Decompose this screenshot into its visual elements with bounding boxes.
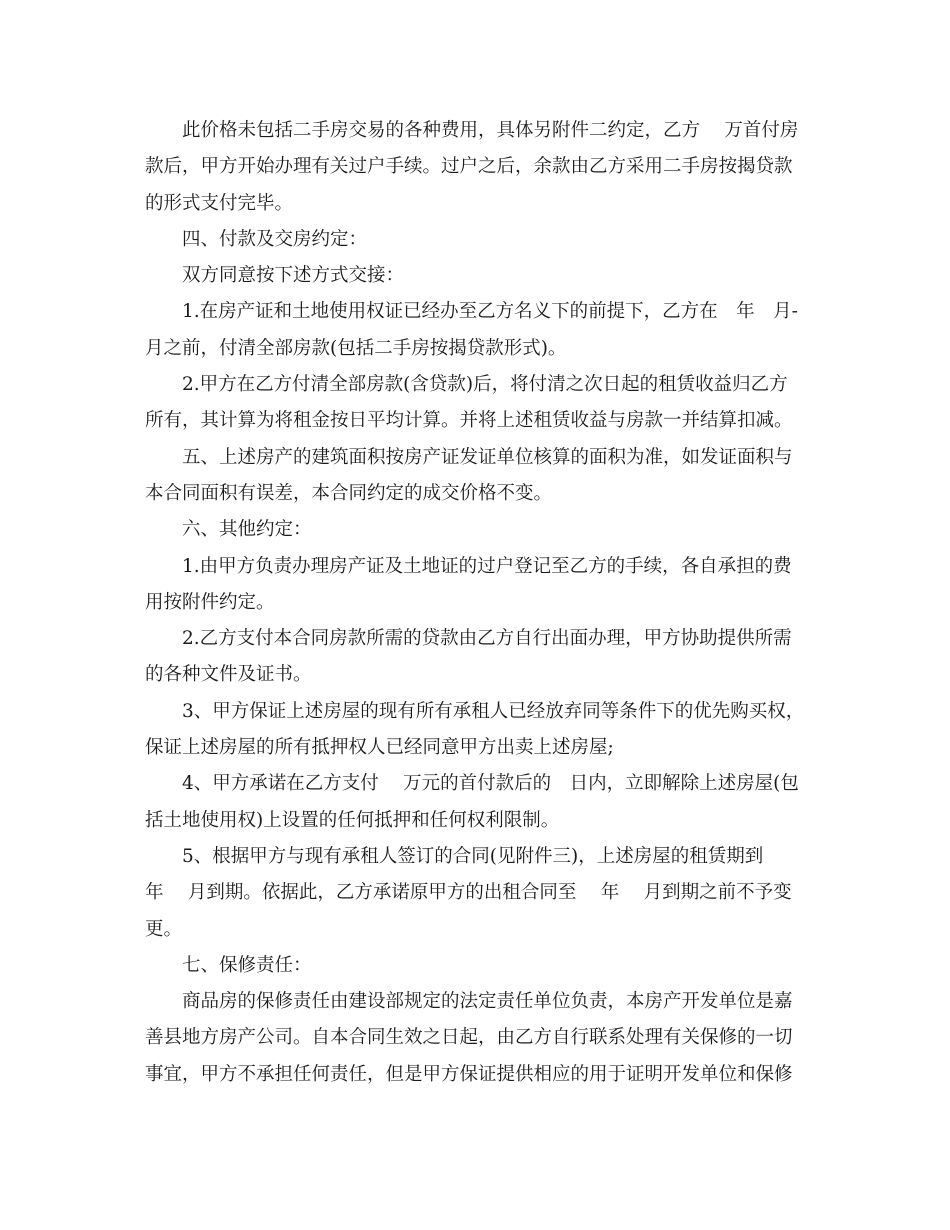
text-line: 善县地方房产公司。自本合同生效之日起，由乙方自行联系处理有关保修的一切	[145, 1027, 793, 1049]
text-line: 更。	[145, 918, 183, 940]
section-heading-warranty: 七、保修责任：	[182, 954, 312, 976]
section-heading-payment: 四、付款及交房约定：	[182, 228, 368, 250]
text-line: 的形式支付完毕。	[145, 192, 294, 214]
text-line: 用按附件约定。	[145, 591, 275, 613]
text-line: 事宜，甲方不承担任何责任，但是甲方保证提供相应的用于证明开发单位和保修	[145, 1063, 793, 1085]
text-line: 5、根据甲方与现有承租人签订的合同(见附件三)，上述房屋的租赁期到	[182, 845, 764, 867]
text-line: 本合同面积有误差，本合同约定的成交价格不变。	[145, 482, 553, 504]
text-line: 年 月到期。依据此，乙方承诺原甲方的出租合同至 年 月到期之前不予变	[145, 882, 792, 904]
document-body	[145, 113, 805, 1093]
text-line: 3、甲方保证上述房屋的现有所有承租人已经放弃同等条件下的优先购买权，	[182, 700, 805, 722]
section-heading-area: 五、上述房产的建筑面积按房产证发证单位核算的面积为准，如发证面积与	[182, 446, 793, 468]
text-line: 款后，甲方开始办理有关过户手续。过户之后，余款由乙方采用二手房按揭贷款	[145, 156, 793, 178]
section-heading-other: 六、其他约定：	[182, 519, 312, 541]
text-line: 月之前，付清全部房款(包括二手房按揭贷款形式)。	[145, 337, 567, 359]
text-line: 保证上述房屋的所有抵押权人已经同意甲方出卖上述房屋;	[145, 737, 614, 759]
text-line: 4、甲方承诺在乙方支付 万元的首付款后的 日内，立即解除上述房屋(包	[182, 773, 799, 795]
text-line: 商品房的保修责任由建设部规定的法定责任单位负责，本房产开发单位是嘉	[182, 991, 793, 1013]
text-line: 的各种文件及证书。	[145, 664, 312, 686]
text-line: 2.乙方支付本合同房款所需的贷款由乙方自行出面办理，甲方协助提供所需	[182, 628, 792, 650]
text-line: 括土地使用权)上设置的任何抵押和任何权利限制。	[145, 809, 560, 831]
text-line: 双方同意按下述方式交接：	[182, 265, 405, 287]
text-line: 1.由甲方负责办理房产证及土地证的过户登记至乙方的手续，各自承担的费	[182, 555, 792, 577]
text-line: 此价格未包括二手房交易的各种费用，具体另附件二约定，乙方 万首付房	[182, 120, 799, 141]
text-line: 所有，其计算为将租金按日平均计算。并将上述租赁收益与房款一并结算扣减。	[145, 410, 793, 432]
text-line: 1.在房产证和土地使用权证已经办至乙方名义下的前提下，乙方在 年 月-	[182, 301, 798, 323]
text-line: 2.甲方在乙方付清全部房款(含贷款)后，将付清之次日起的租赁收益归乙方	[182, 374, 788, 396]
